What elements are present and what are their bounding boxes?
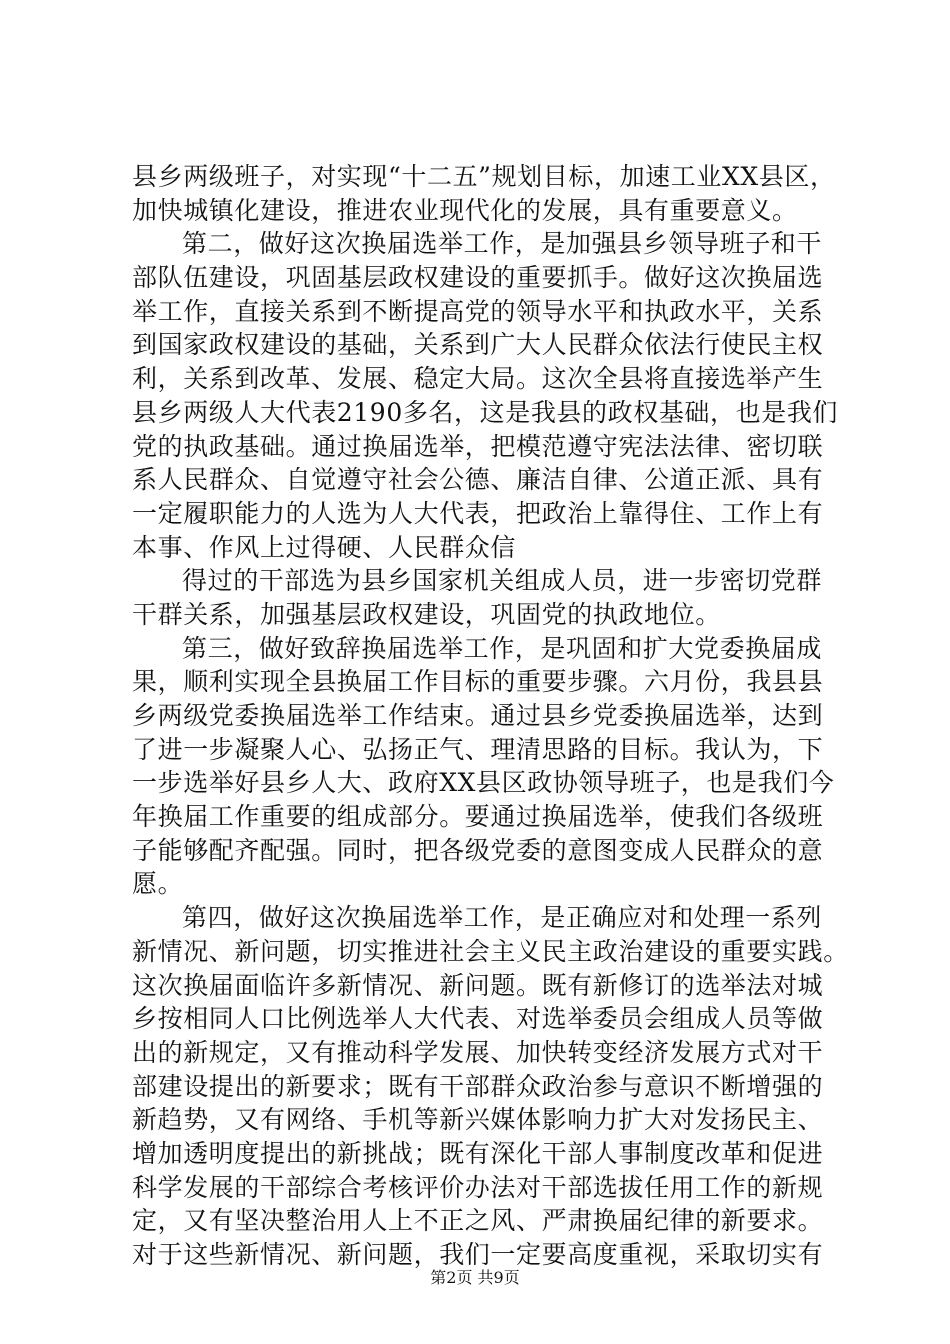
- document-body: [132, 160, 849, 1272]
- text-line: 县乡两级人大代表2190多名，这是我县的政权基础，也是我们: [132, 397, 839, 427]
- text-line: 县乡两级班子，对实现“十二五”规划目标，加速工业XX县区，: [132, 162, 836, 191]
- text-line: 利，关系到改革、发展、稳定大局。这次全县将直接选举产生: [132, 364, 824, 394]
- text-line: 系人民群众、自觉遵守社会公德、廉洁自律、公道正派、具有: [132, 465, 824, 495]
- text-line: 干群关系，加强基层政权建设，巩固党的执政地位。: [132, 599, 721, 629]
- text-line: 愿。: [132, 869, 184, 899]
- text-line: 部建设提出的新要求；既有干部群众政治参与意识不断增强的: [132, 1071, 824, 1101]
- text-line: 乡两级党委换届选举工作结束。通过县乡党委换届选举，达到: [132, 701, 824, 730]
- paragraph-start-line: 得过的干部选为县乡国家机关组成人员，进一步密切党群: [182, 566, 823, 596]
- text-line: 这次换届面临许多新情况、新问题。既有新修订的选举法对城: [132, 970, 824, 1000]
- paragraph-start-line: 第二，做好这次换届选举工作，是加强县乡领导班子和干: [182, 229, 823, 259]
- paragraph-start-line: 第三，做好致辞换届选举工作，是巩固和扩大党委换届成: [182, 633, 823, 663]
- text-line: 新趋势，又有网络、手机等新兴媒体影响力扩大对发扬民主、: [132, 1105, 824, 1135]
- text-line: 科学发展的干部综合考核评价办法对干部选拔任用工作的新规: [132, 1172, 824, 1202]
- text-line: 到国家政权建设的基础，关系到广大人民群众依法行使民主权: [132, 330, 824, 360]
- text-line: 果，顺利实现全县换届工作目标的重要步骤。六月份，我县县: [132, 667, 824, 697]
- text-line: 定，又有坚决整治用人上不正之风、严肃换届纪律的新要求。: [132, 1206, 824, 1236]
- text-line: 年换届工作重要的组成部分。要通过换届选举，使我们各级班: [132, 802, 824, 832]
- text-line: 增加透明度提出的新挑战；既有深化干部人事制度改革和促进: [132, 1138, 824, 1168]
- text-line: 新情况、新问题，切实推进社会主义民主政治建设的重要实践。: [132, 936, 849, 966]
- text-line: 部队伍建设，巩固基层政权建设的重要抓手。做好这次换届选: [132, 263, 824, 293]
- text-line: 一定履职能力的人选为人大代表，把政治上靠得住、工作上有: [132, 498, 824, 528]
- page-footer: 第2页 共9页: [430, 1268, 520, 1287]
- text-line: 举工作，直接关系到不断提高党的领导水平和执政水平，关系: [132, 296, 824, 326]
- text-line: 加快城镇化建设，推进农业现代化的发展，具有重要意义。: [132, 195, 798, 225]
- text-line: 子能够配齐配强。同时，把各级党委的意图变成人民群众的意: [132, 835, 824, 865]
- text-line: 乡按相同人口比例选举人大代表、对选举委员会组成人员等做: [132, 1004, 824, 1034]
- text-line: 本事、作风上过得硬、人民群众信: [132, 532, 517, 562]
- text-line: 出的新规定，又有推动科学发展、加快转变经济发展方式对干: [132, 1037, 824, 1067]
- paragraph-start-line: 第四，做好这次换届选举工作，是正确应对和处理一系列: [182, 903, 823, 933]
- text-line: 对于这些新情况、新问题，我们一定要高度重视，采取切实有: [132, 1240, 824, 1269]
- text-line: 党的执政基础。通过换届选举，把模范遵守宪法法律、密切联: [132, 431, 824, 461]
- text-line: 一步选举好县乡人大、政府XX县区政协领导班子，也是我们今: [132, 768, 835, 798]
- text-line: 了进一步凝聚人心、弘扬正气、理清思路的目标。我认为，下: [132, 734, 824, 764]
